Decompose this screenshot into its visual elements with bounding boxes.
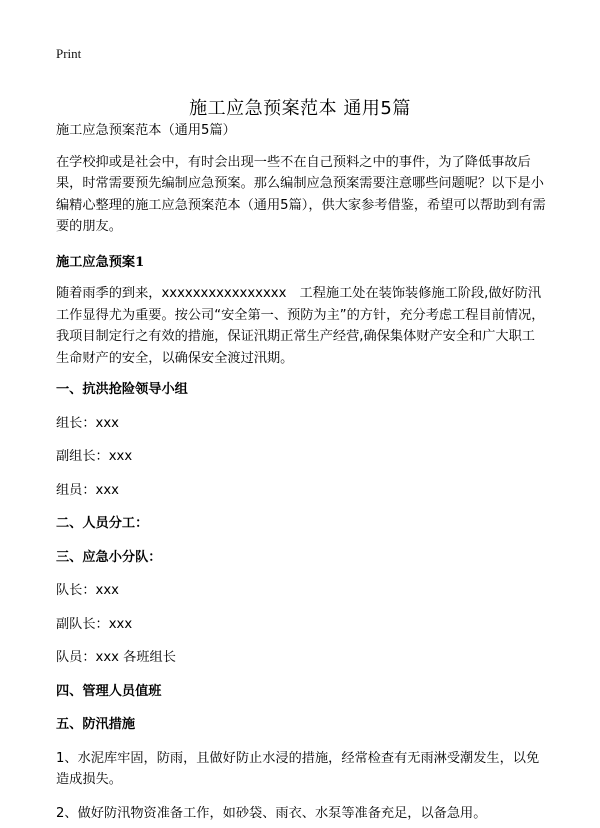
measure-1: 1、水泥库牢固，防雨，且做好防止水浸的措施，经常检查有无雨淋受潮发生，以免造成损失。	[56, 750, 540, 787]
section-heading-division: 二、人员分工：	[56, 516, 149, 531]
member-line: 组员：xxx	[56, 482, 119, 498]
vice-captain-line: 副队长：xxx	[56, 616, 133, 632]
print-label: Print	[56, 46, 82, 61]
vice-leader-line: 副组长：xxx	[56, 449, 133, 464]
document-subtitle: 施工应急预案范本（通用5篇）	[56, 123, 236, 138]
document-title: 施工应急预案范本 通用5篇	[189, 98, 411, 120]
section-heading-measures: 五、防汛措施	[56, 717, 136, 732]
case-heading: 施工应急预案1	[56, 254, 145, 270]
measure-2: 2、做好防汛物资准备工作，如砂袋、雨衣、水泵等准备充足，以备急用。	[56, 805, 487, 821]
intro-paragraph: 在学校抑或是社会中，有时会出现一些不在自己预料之中的事件，为了降低事故后果，时常需要预先编制应急预案。那么编制应急预案需要注意哪些问题呢？以下是小编精心整理的施工应急预案范本（通用5篇），供大家参考借鉴，希望可以帮助到有需要的朋友。	[56, 154, 546, 234]
team-members-line: 队员：xxx 各班组长	[56, 650, 176, 665]
document-body	[56, 120, 548, 824]
leader-line: 组长：xxx	[56, 415, 119, 431]
section-heading-leadership: 一、抗洪抢险领导小组	[56, 382, 188, 397]
section-heading-emergency-team: 三、应急小分队：	[56, 549, 162, 565]
captain-line: 队长：xxx	[56, 583, 119, 598]
case-intro-paragraph: 随着雨季的到来，xxxxxxxxxxxxxxxx 工程施工处在装饰装修施工阶段,做好防汛工作显得尤为重要。按公司“安全第一、预防为主”的方针，充分考虑工程目前情况，我项目制定行之有效的措施，保证汛期正常生产经营,确保集体财产安全和广大职工生命财产的安全，以确保安全渡过汛期。	[56, 286, 545, 366]
section-heading-duty: 四、管理人员值班	[56, 683, 162, 699]
